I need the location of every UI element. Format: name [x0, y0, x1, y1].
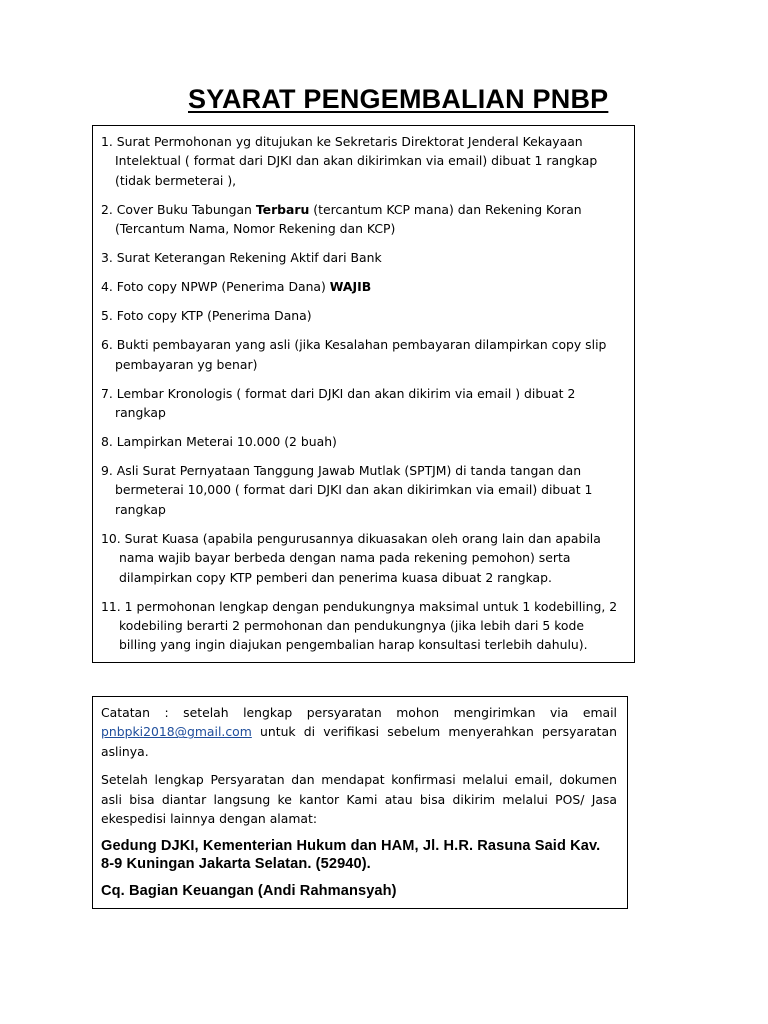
- requirement-item: 3. Surat Keterangan Rekening Aktif dari Bank: [101, 250, 382, 266]
- requirements-box: [92, 125, 635, 663]
- note-box: [92, 696, 628, 909]
- requirement-item: 7. Lembar Kronologis ( format dari DJKI dan akan dikirim via email ) dibuat 2 rangkap: [101, 385, 576, 421]
- note-catatan: Catatan : setelah lengkap persyaratan mohon mengirimkan via email pnbpki2018@gmail.com untuk di verifikasi sebelum menyerahkan persyaratan aslinya.: [101, 705, 617, 759]
- requirement-item: 1. Surat Permohonan yg ditujukan ke Sekretaris Direktorat Jenderal Kekayaan Intelektual ( format dari DJKI dan akan dikirimkan via email) dibuat 1 rangkap (tidak bermeterai ),: [101, 134, 598, 188]
- requirement-item: 6. Bukti pembayaran yang asli (jika Kesalahan pembayaran dilampirkan copy slip pembayaran yg benar): [101, 337, 607, 372]
- requirement-item: 10. Surat Kuasa (apabila pengurusannya dikuasakan oleh orang lain dan apabila nama wajib bayar berbeda dengan nama pada rekening pemohon) serta dilampirkan copy KTP pemberi dan penerima kuasa dibuat 2 rangkap.: [101, 530, 601, 585]
- email-link[interactable]: pnbpki2018@gmail.com: [101, 724, 252, 740]
- attention-line: Cq. Bagian Keuangan (Andi Rahmansyah): [101, 883, 397, 900]
- requirement-item: 4. Foto copy NPWP (Penerima Dana) WAJIB: [101, 279, 372, 295]
- note-delivery: Setelah lengkap Persyaratan dan mendapat konfirmasi melalui email, dokumen asli bisa diantar langsung ke kantor Kami atau bisa dikirim melalui POS/ Jasa ekespedisi lainnya dengan alamat:: [101, 772, 617, 827]
- office-address: Gedung DJKI, Kementerian Hukum dan HAM, Jl. H.R. Rasuna Said Kav. 8-9 Kuningan Jakarta Selatan. (52940).: [101, 838, 601, 873]
- requirement-item: 9. Asli Surat Pernyataan Tanggung Jawab Mutlak (SPTJM) di tanda tangan dan bermeterai 10,000 ( format dari DJKI dan akan dikirimkan via email) dibuat 1 rangkap: [101, 463, 593, 517]
- requirement-item: 8. Lampirkan Meterai 10.000 (2 buah): [101, 434, 337, 450]
- document-title: SYARAT PENGEMBALIAN PNBP: [188, 84, 609, 114]
- requirement-item: 5. Foto copy KTP (Penerima Dana): [101, 308, 312, 324]
- requirement-item: 2. Cover Buku Tabungan Terbaru (tercantum KCP mana) dan Rekening Koran (Tercantum Nama, Nomor Rekening dan KCP): [101, 201, 582, 237]
- requirement-item: 11. 1 permohonan lengkap dengan pendukungnya maksimal untuk 1 kodebilling, 2 kodebiling berarti 2 permohonan dan pendukungnya (jika lebih dari 5 kode billing yang ingin diajukan pengembalian harap konsultasi terlebih dahulu).: [101, 598, 618, 653]
